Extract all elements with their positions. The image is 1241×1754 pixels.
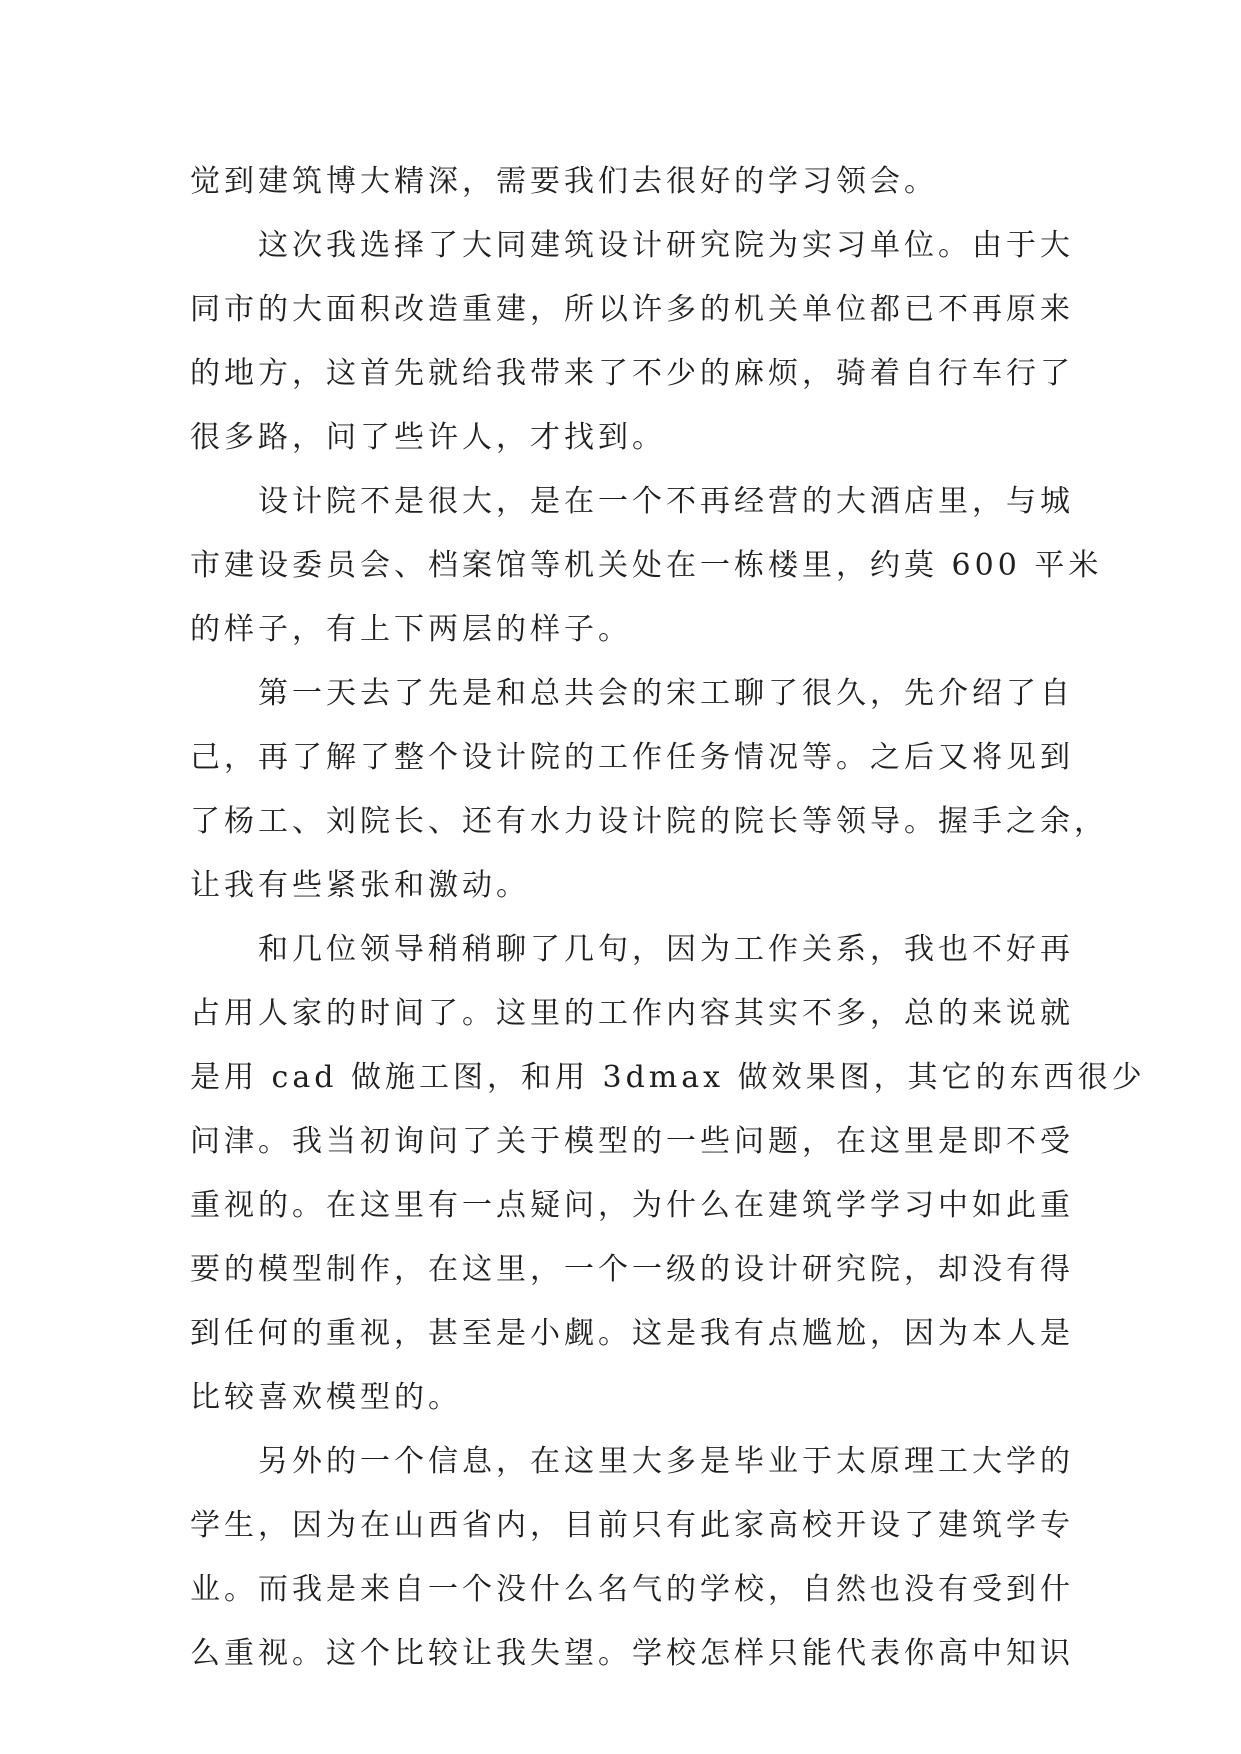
paragraph-start-line: 和几位领导稍稍聊了几句，因为工作关系，我也不好再: [258, 932, 1074, 967]
text-line: 问津。我当初询问了关于模型的一些问题，在这里是即不受: [190, 1124, 1074, 1159]
text-line: 很多路，问了些许人，才找到。: [190, 420, 666, 455]
text-line: 到任何的重视，甚至是小觑。这是我有点尴尬，因为本人是: [190, 1316, 1074, 1351]
text-line: 重视的。在这里有一点疑问，为什么在建筑学学习中如此重: [190, 1188, 1074, 1223]
paragraph-start-line: 设计院不是很大，是在一个不再经营的大酒店里，与城: [258, 484, 1074, 519]
text-line: 的地方，这首先就给我带来了不少的麻烦，骑着自行车行了: [190, 356, 1074, 391]
text-line: 是用 cad 做施工图，和用 3dmax 做效果图，其它的东西很少: [190, 1060, 1146, 1095]
text-line: 的样子，有上下两层的样子。: [190, 612, 632, 647]
text-line: 觉到建筑博大精深，需要我们去很好的学习领会。: [190, 164, 938, 199]
document-body: [190, 150, 1146, 1686]
text-line: 业。而我是来自一个没什么名气的学校，自然也没有受到什: [190, 1572, 1074, 1607]
text-line: 了杨工、刘院长、还有水力设计院的院长等领导。握手之余，: [190, 804, 1108, 839]
text-line: 学生，因为在山西省内，目前只有此家高校开设了建筑学专: [190, 1508, 1074, 1543]
text-line: 市建设委员会、档案馆等机关处在一栋楼里，约莫 600 平米: [190, 548, 1103, 583]
paragraph-start-line: 第一天去了先是和总共会的宋工聊了很久，先介绍了自: [258, 676, 1074, 711]
paragraph-start-line: 这次我选择了大同建筑设计研究院为实习单位。由于大: [258, 228, 1074, 263]
text-line: 要的模型制作，在这里，一个一级的设计研究院，却没有得: [190, 1252, 1074, 1287]
text-line: 己，再了解了整个设计院的工作任务情况等。之后又将见到: [190, 740, 1074, 775]
paragraph-start-line: 另外的一个信息，在这里大多是毕业于太原理工大学的: [258, 1444, 1074, 1479]
text-line: 占用人家的时间了。这里的工作内容其实不多，总的来说就: [190, 996, 1074, 1031]
text-line: 同市的大面积改造重建，所以许多的机关单位都已不再原来: [190, 292, 1074, 327]
text-line: 让我有些紧张和激动。: [190, 868, 530, 903]
text-line: 比较喜欢模型的。: [190, 1380, 462, 1415]
text-line: 么重视。这个比较让我失望。学校怎样只能代表你高中知识: [190, 1636, 1074, 1671]
